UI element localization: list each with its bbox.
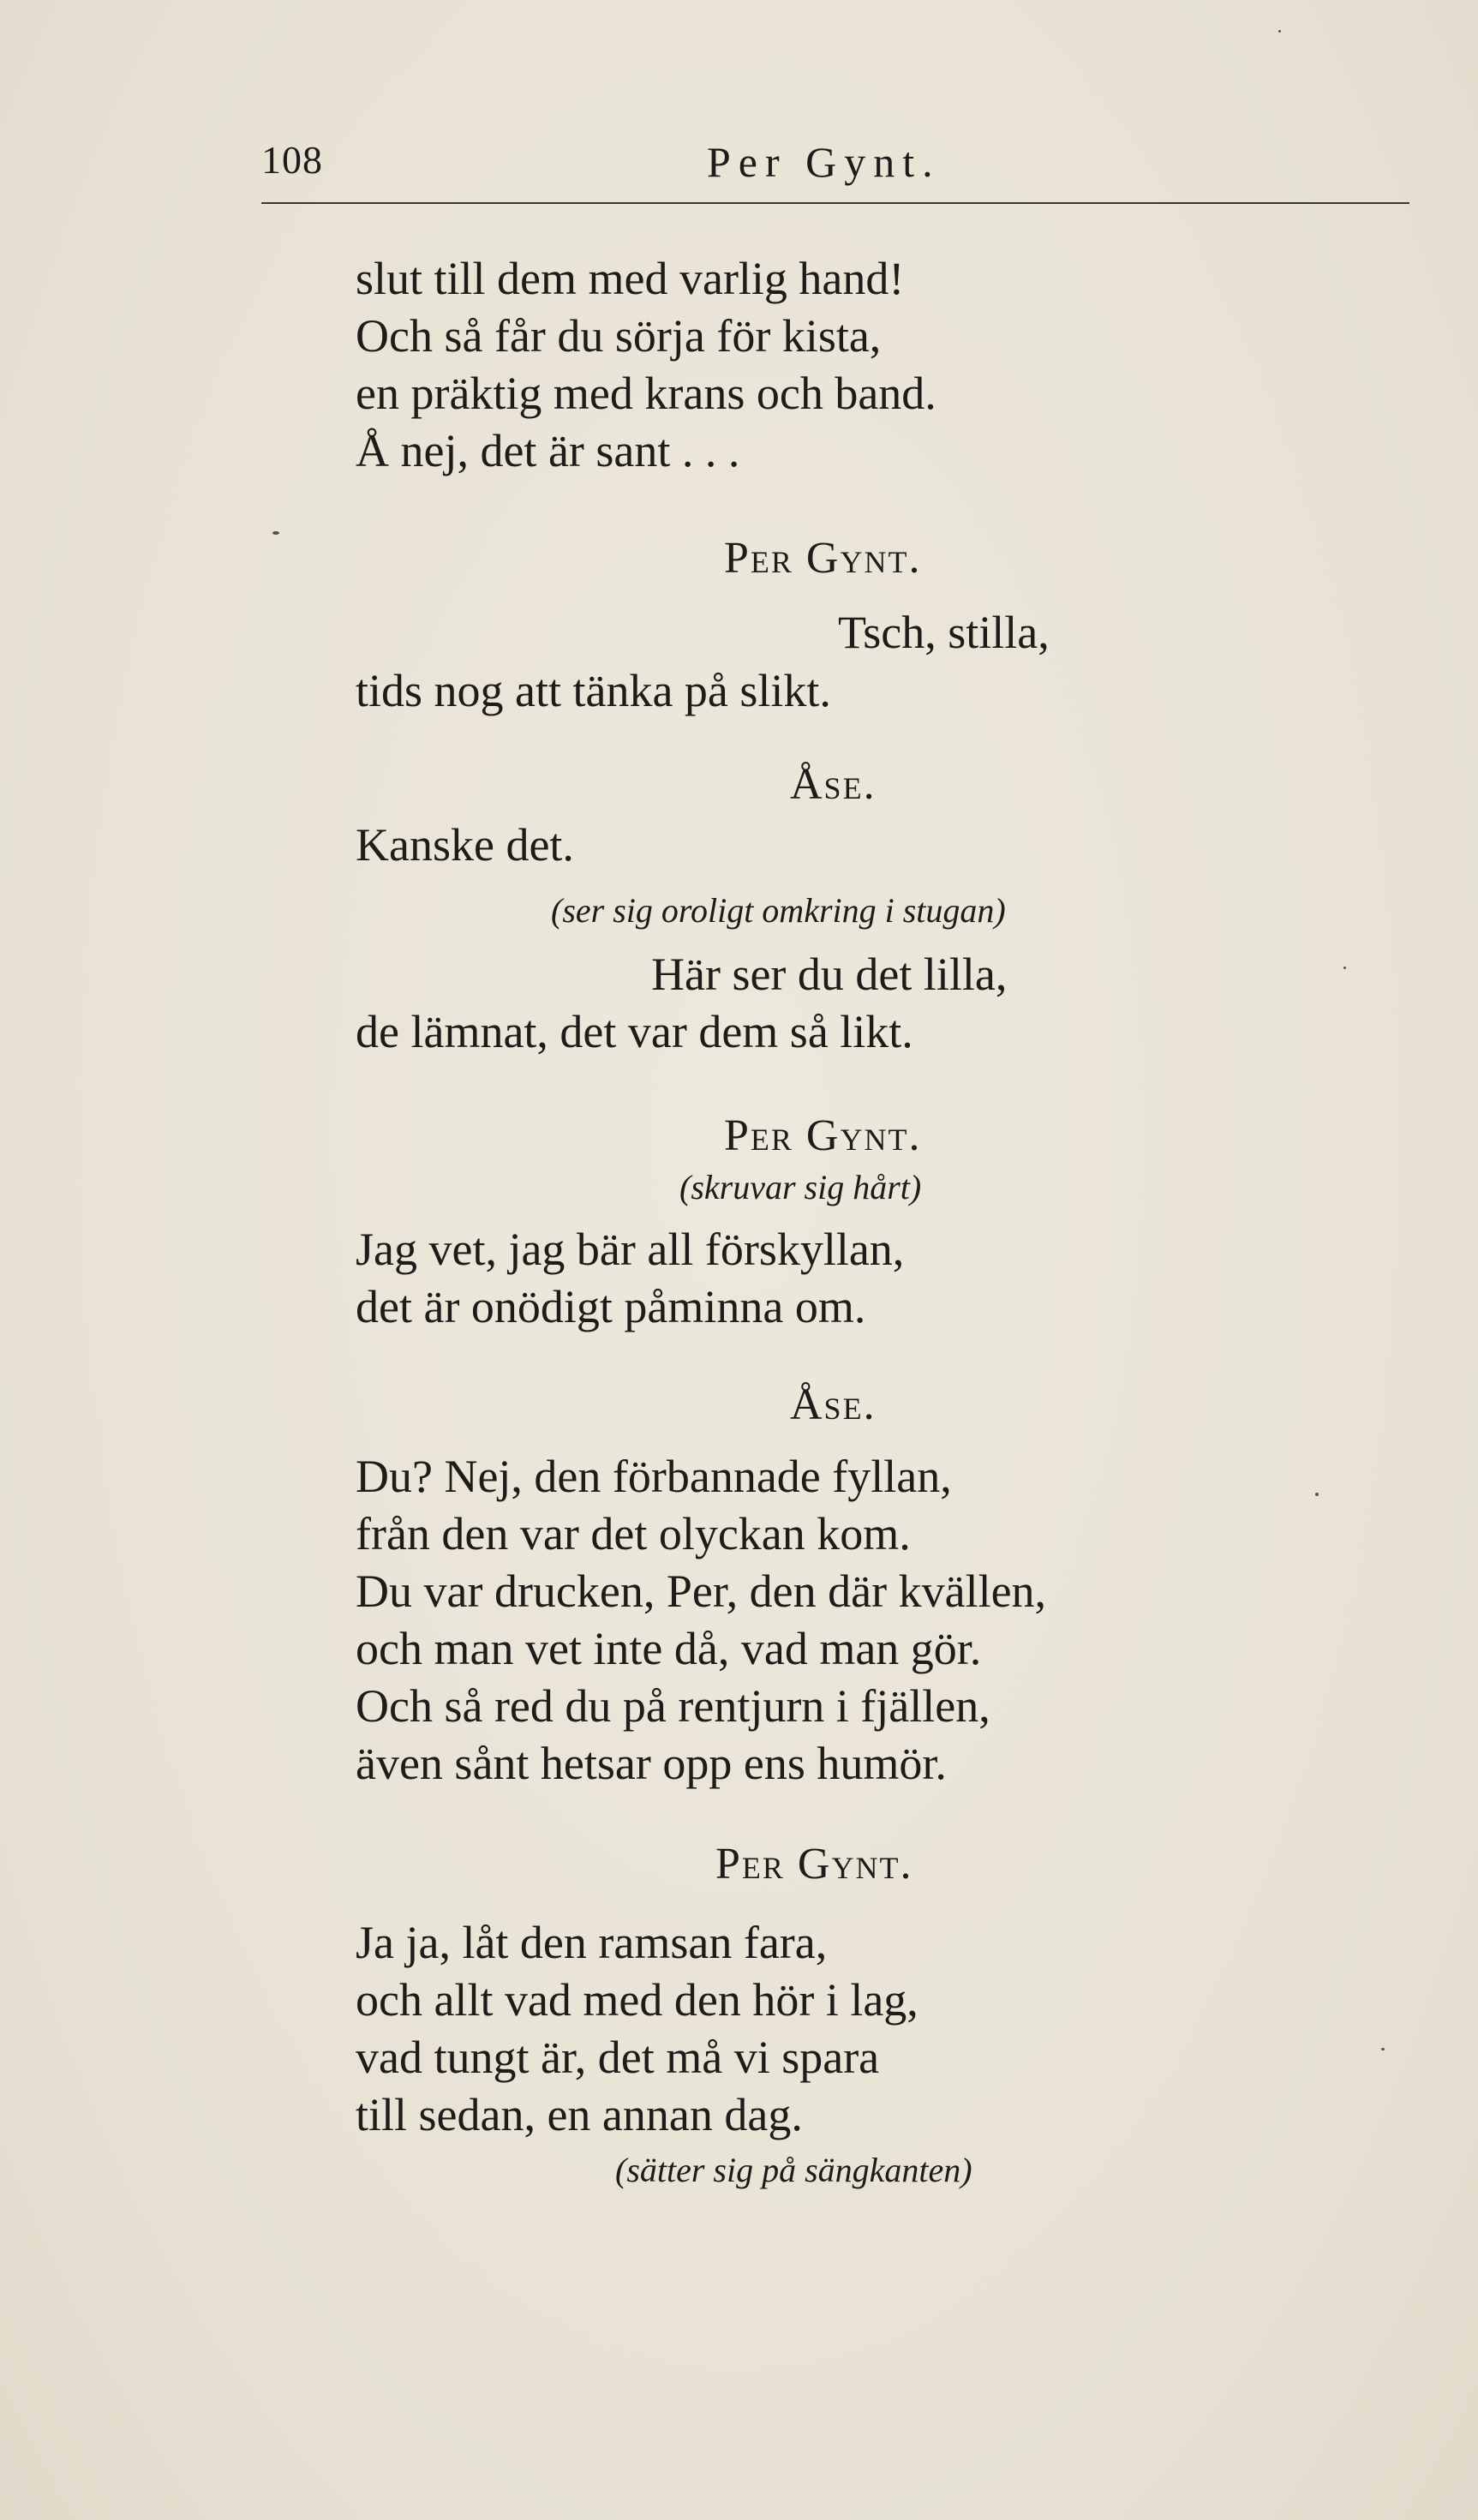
stage-direction: (ser sig oroligt omkring i stugan) [551,891,1006,930]
verse-line: Tsch, stilla, [838,607,1050,658]
speaker-name: Per Gynt. [724,1111,922,1160]
paper-speck [1315,1493,1319,1496]
verse-line: även sånt hetsar opp ens humör. [356,1738,947,1789]
verse-line: de lämnat, det var dem så likt. [356,1006,913,1057]
verse-line: Jag vet, jag bär all förskyllan, [356,1224,905,1275]
paper-speck [1278,30,1281,33]
verse-line: Du? Nej, den förbannade fyllan, [356,1451,952,1502]
running-title: Per Gynt. [707,138,941,186]
stage-direction: (skruvar sig hårt) [679,1168,922,1206]
speaker-name: Per Gynt. [715,1840,913,1889]
verse-line: en präktig med krans och band. [356,368,936,419]
verse-line: från den var det olyckan kom. [356,1508,911,1559]
speaker-name: Per Gynt. [724,534,922,583]
verse-line: och man vet inte då, vad man gör. [356,1623,982,1674]
verse-line: vad tungt är, det må vi spara [356,2032,880,2083]
header-rule [261,202,1409,204]
page-header [261,137,1409,206]
paper-speck [1343,967,1346,969]
verse-line: slut till dem med varlig hand! [356,253,905,304]
verse-line: Ja ja, låt den ramsan fara, [356,1917,828,1968]
verse-line: Och så red du på rentjurn i fjällen, [356,1680,990,1732]
verse-line: Kanske det. [356,819,574,871]
verse-line: Du var drucken, Per, den där kvällen, [356,1565,1047,1617]
verse-line: det är onödigt påminna om. [356,1281,866,1332]
page-number: 108 [261,138,323,182]
paper-speck [272,531,279,535]
verse-line: Här ser du det lilla, [651,949,1008,1000]
verse-line: Och så får du sörja för kista, [356,310,882,362]
verse-line: till sedan, en annan dag. [356,2089,803,2140]
stage-direction: (sätter sig på sängkanten) [615,2151,972,2189]
paper-speck [1381,2048,1385,2050]
verse-line: tids nog att tänka på slikt. [356,665,831,716]
verse-line: Å nej, det är sant . . . [356,425,740,476]
verse-line: och allt vad med den hör i lag, [356,1974,919,2026]
speaker-name: Åse. [790,1380,877,1429]
speaker-name: Åse. [790,760,877,809]
